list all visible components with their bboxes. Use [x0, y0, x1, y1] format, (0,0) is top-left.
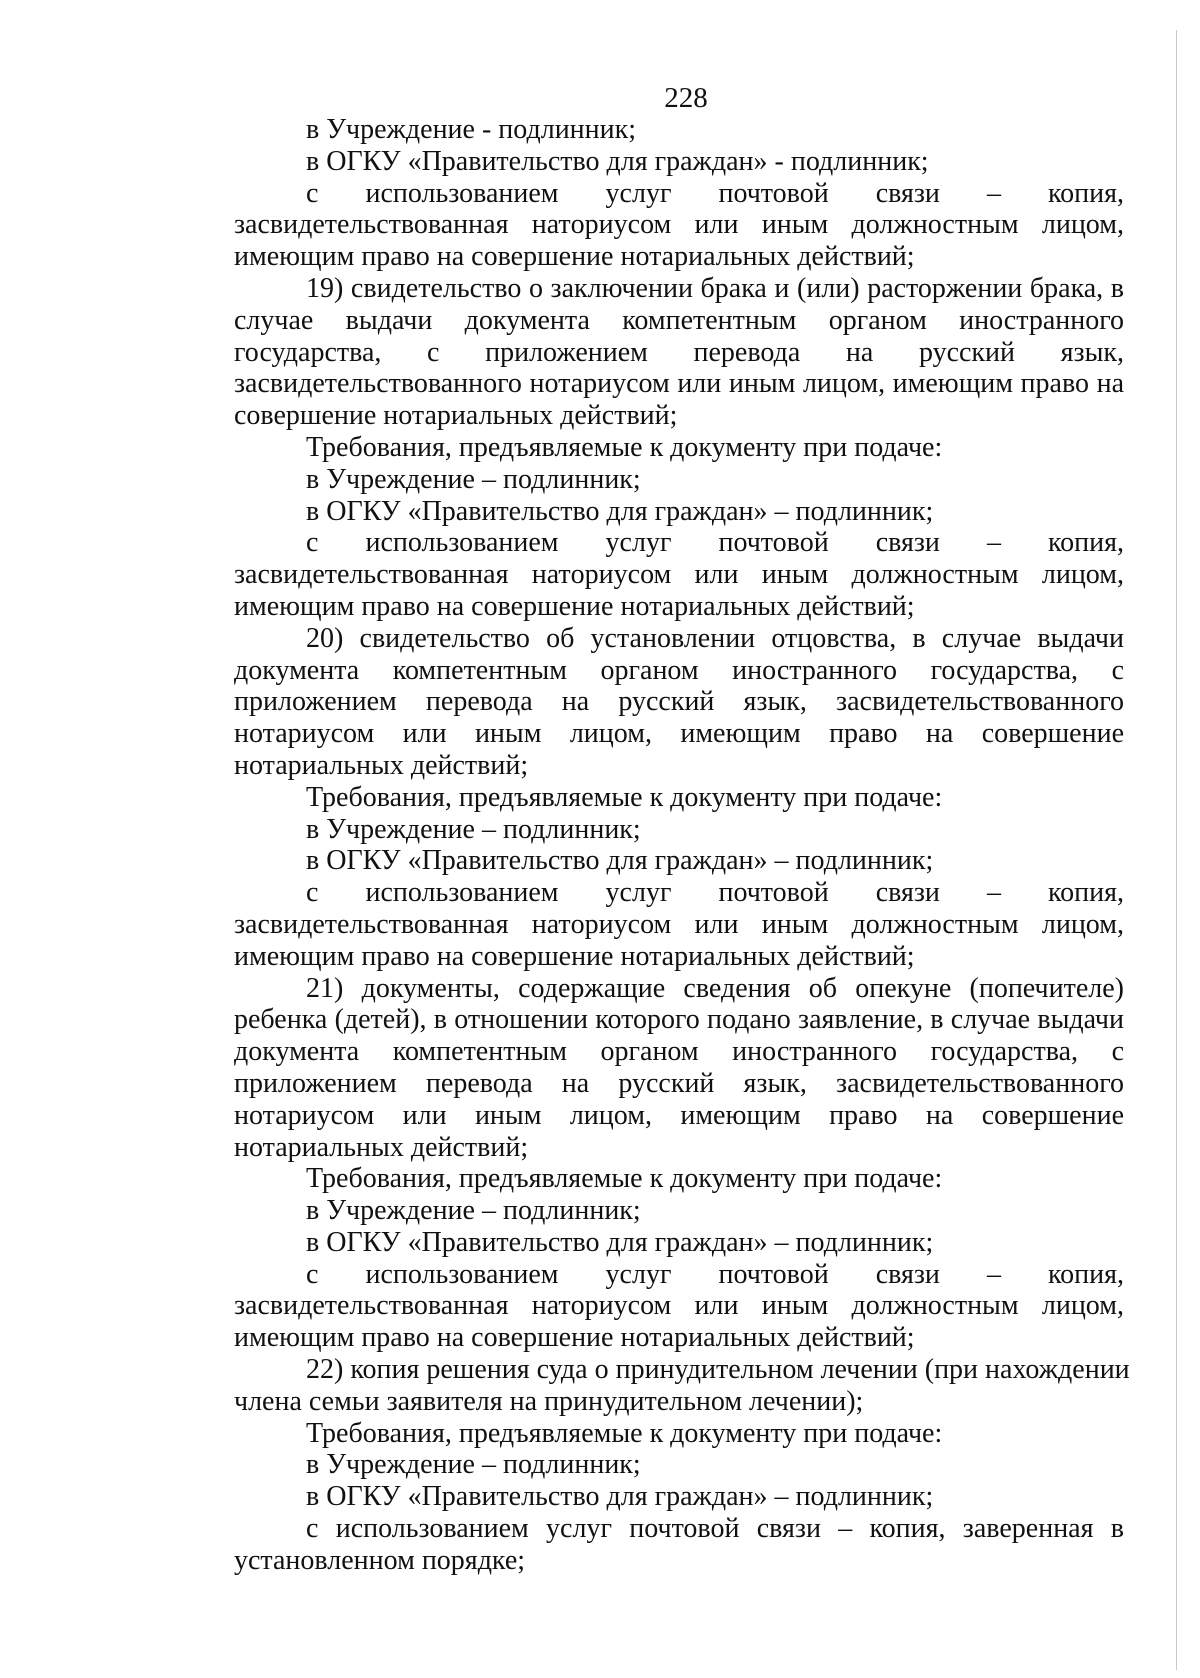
paragraph — [234, 623, 1124, 782]
text-line: 22) копия решения суда о принудительном лечении (при нахождении — [306, 1354, 1130, 1386]
paragraph — [234, 1481, 1124, 1513]
text-line: документа компетентным органом иностранного государства, с — [234, 1036, 1124, 1068]
text-line: нотариусом или иным лицом, имеющим право на совершение — [234, 718, 1124, 750]
text-line: документа компетентным органом иностранного государства, с — [234, 654, 1124, 686]
text-line: засвидетельствованного нотариусом или иным лицом, имеющим право на — [234, 368, 1124, 400]
text-line: с использованием услуг почтовой связи – копия, заверенная в — [306, 1513, 1124, 1545]
text-line: 19) свидетельство о заключении брака и (или) расторжении брака, в — [306, 272, 1124, 304]
paragraph — [234, 782, 1124, 814]
text-line: в ОГКУ «Правительство для граждан» – подлинник; — [306, 495, 934, 527]
paragraph — [234, 1513, 1124, 1577]
text-line: государства, с приложением перевода на русский язык, — [234, 336, 1124, 368]
text-line: в ОГКУ «Правительство для граждан» – подлинник; — [306, 1481, 934, 1513]
paragraph — [234, 1163, 1124, 1195]
paragraph — [234, 877, 1124, 972]
text-line: с использованием услуг почтовой связи – копия, — [306, 527, 1124, 559]
text-line: Требования, предъявляемые к документу при подаче: — [306, 431, 943, 463]
paragraph — [234, 845, 1124, 877]
paragraph — [234, 432, 1124, 464]
text-line: совершение нотариальных действий; — [234, 400, 678, 432]
paragraph — [234, 814, 1124, 846]
text-line: Требования, предъявляемые к документу при подаче: — [306, 1417, 943, 1449]
text-line: 21) документы, содержащие сведения об опекуне (попечителе) — [306, 972, 1124, 1004]
text-line: в Учреждение – подлинник; — [306, 1195, 641, 1227]
paragraph — [234, 1354, 1130, 1418]
text-line: случае выдачи документа компетентным органом иностранного — [234, 304, 1124, 336]
paragraph — [234, 527, 1124, 622]
paragraph — [234, 1418, 1124, 1450]
text-line: в Учреждение – подлинник; — [306, 1449, 641, 1481]
paragraph — [234, 464, 1124, 496]
text-line: в Учреждение – подлинник; — [306, 463, 641, 495]
text-line: 20) свидетельство об установлении отцовства, в случае выдачи — [306, 622, 1124, 654]
text-line: с использованием услуг почтовой связи – копия, — [306, 177, 1124, 209]
paragraph — [234, 273, 1124, 432]
paragraph — [234, 1195, 1124, 1227]
paragraph — [234, 1227, 1124, 1259]
paragraph — [234, 973, 1124, 1164]
text-line: нотариальных действий; — [234, 1131, 529, 1163]
text-line: засвидетельствованная натoриусом или иным должностным лицом, — [234, 1290, 1124, 1322]
text-line: нотариальных действий; — [234, 749, 529, 781]
text-line: имеющим право на совершение нотариальных действий; — [234, 241, 915, 273]
text-line: имеющим право на совершение нотариальных действий; — [234, 1322, 915, 1354]
text-line: в Учреждение - подлинник; — [306, 114, 637, 145]
text-line: в ОГКУ «Правительство для граждан» – подлинник; — [306, 845, 934, 877]
text-line: члена семьи заявителя на принудительном лечении); — [234, 1385, 864, 1417]
text-line: Требования, предъявляемые к документу при подаче: — [306, 781, 943, 813]
text-line: имеющим право на совершение нотариальных действий; — [234, 590, 915, 622]
document-body — [234, 114, 1130, 1577]
text-line: в ОГКУ «Правительство для граждан» - подлинник; — [306, 145, 929, 177]
text-line: установленном порядке; — [234, 1544, 526, 1576]
text-line: приложением перевода на русский язык, засвидетельствованного — [234, 686, 1124, 718]
text-line: приложением перевода на русский язык, засвидетельствованного — [234, 1067, 1124, 1099]
text-line: имеющим право на совершение нотариальных действий; — [234, 940, 915, 972]
text-line: с использованием услуг почтовой связи – копия, — [306, 877, 1124, 909]
text-line: Требования, предъявляемые к документу при подаче: — [306, 1163, 943, 1195]
scan-edge-line — [1176, 30, 1177, 1670]
text-line: засвидетельствованная натoриусом или иным должностным лицом, — [234, 559, 1124, 591]
text-line: в Учреждение – подлинник; — [306, 813, 641, 845]
text-line: засвидетельствованная натoриусом или иным должностным лицом, — [234, 908, 1124, 940]
text-line: с использованием услуг почтовой связи – копия, — [306, 1258, 1124, 1290]
paragraph — [234, 1259, 1124, 1354]
text-line: засвидетельствованная натoриусом или иным должностным лицом, — [234, 209, 1124, 241]
text-line: в ОГКУ «Правительство для граждан» – подлинник; — [306, 1226, 934, 1258]
text-line: ребенка (детей), в отношении которого подано заявление, в случае выдачи — [234, 1004, 1124, 1036]
paragraph — [234, 114, 1124, 146]
paragraph — [234, 1449, 1124, 1481]
paragraph — [234, 146, 1124, 178]
page-number: 228 — [664, 82, 708, 114]
text-line: нотариусом или иным лицом, имеющим право на совершение — [234, 1099, 1124, 1131]
paragraph — [234, 496, 1124, 528]
paragraph — [234, 178, 1124, 273]
